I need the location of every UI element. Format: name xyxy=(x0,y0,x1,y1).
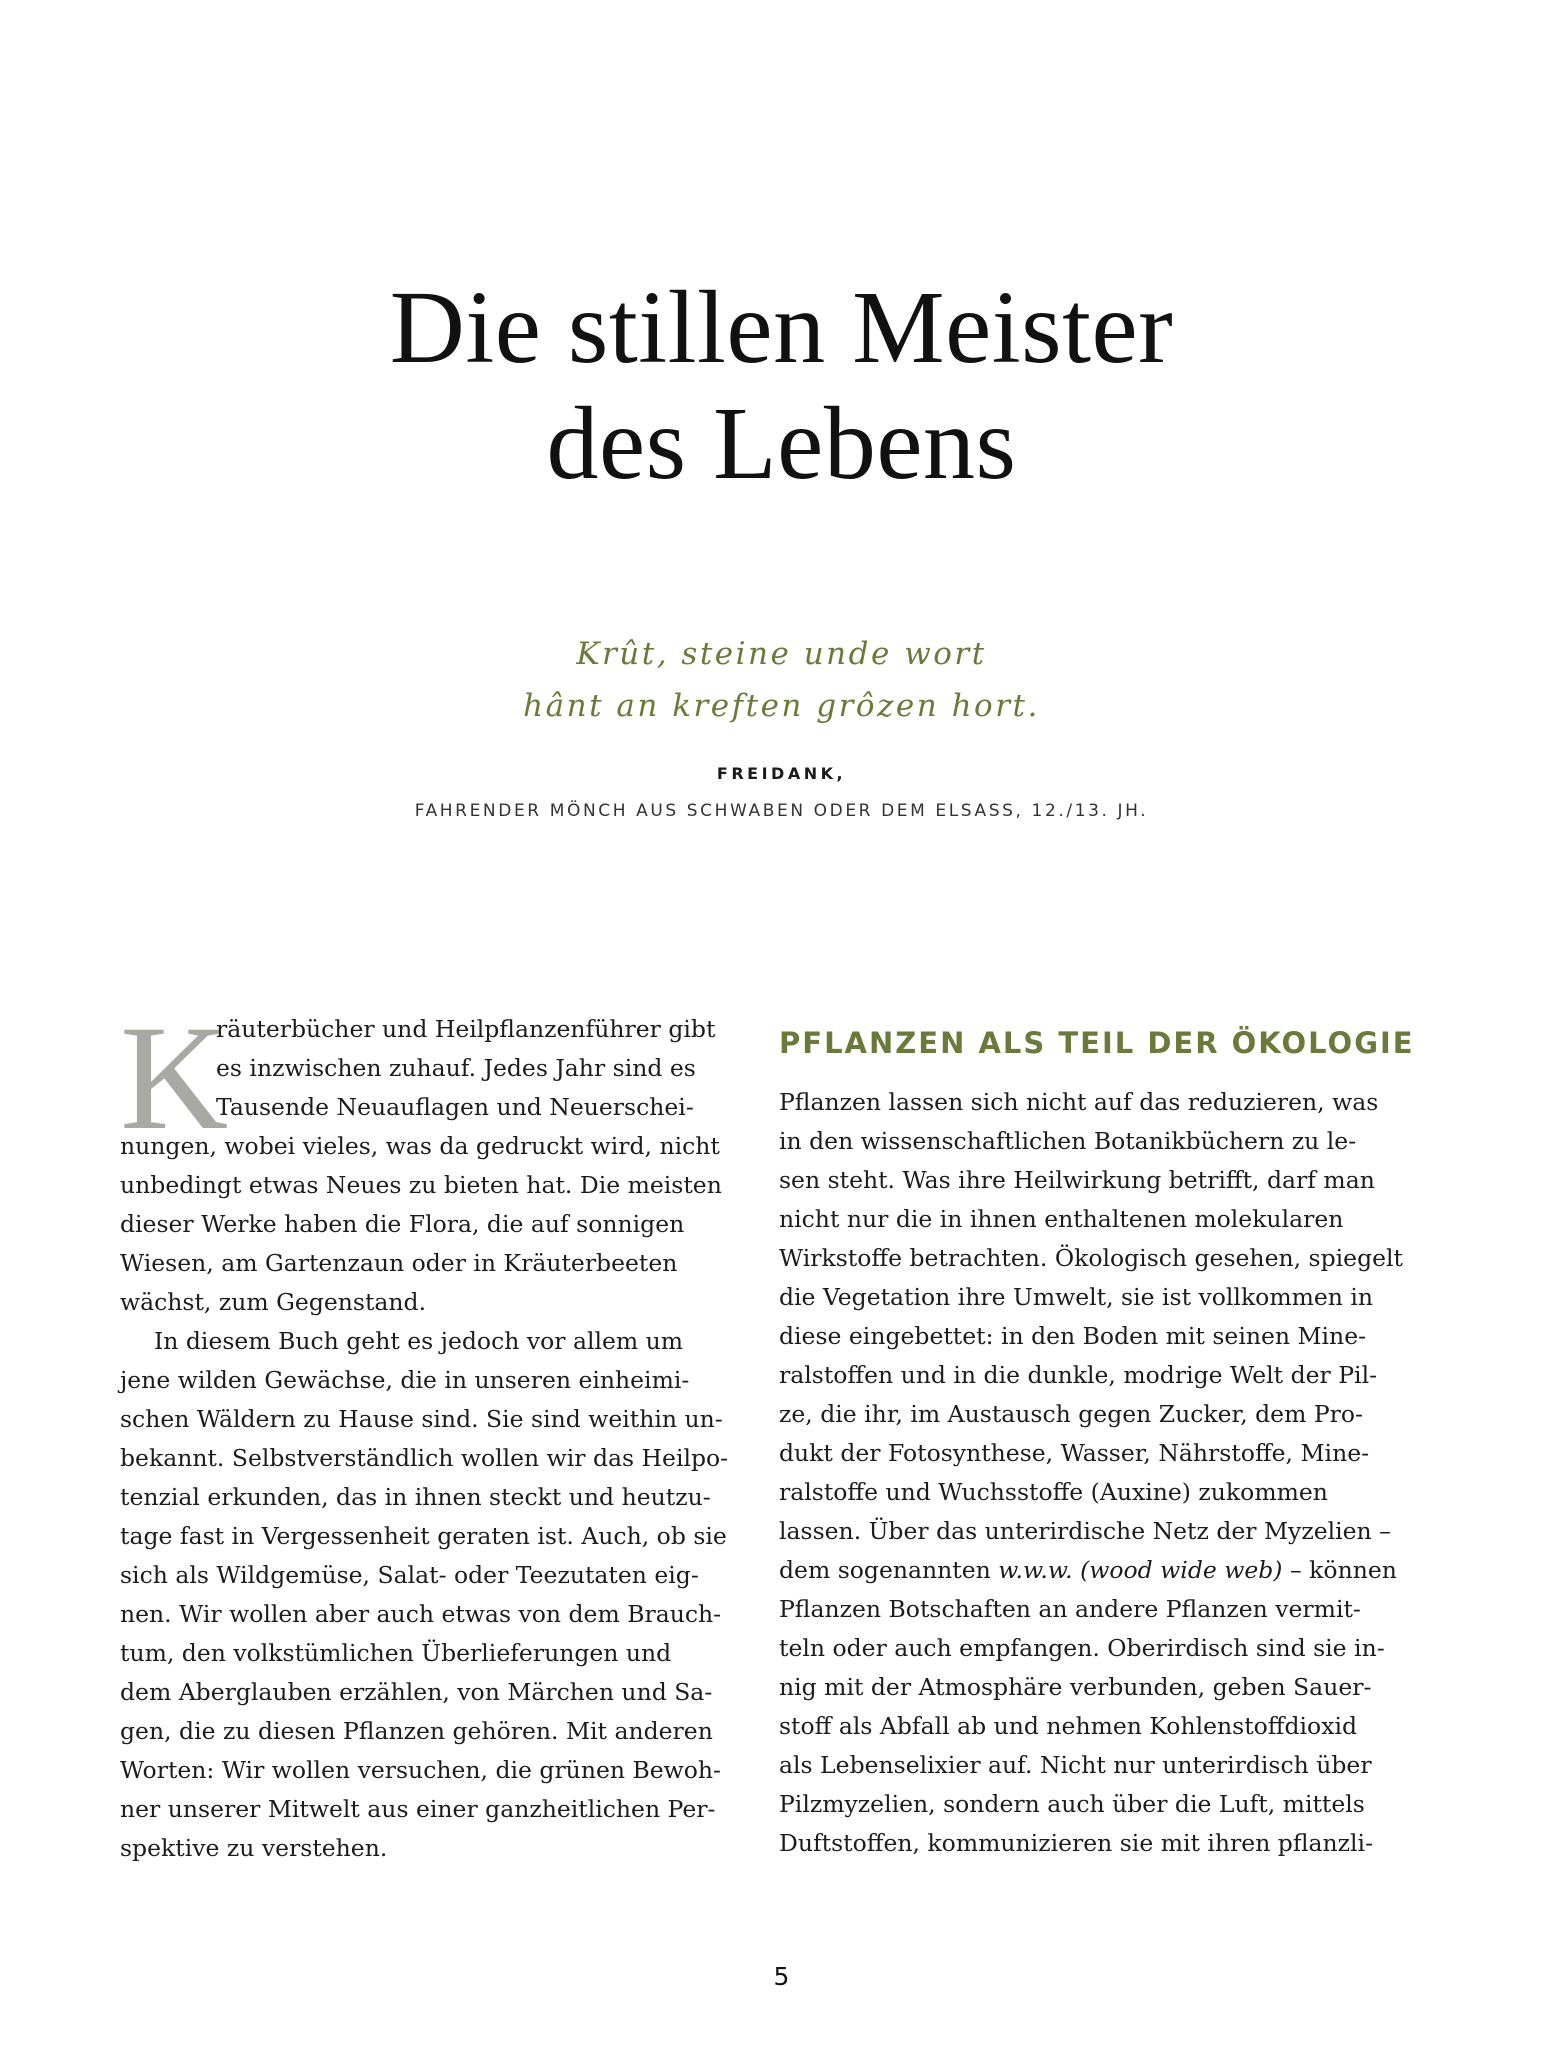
body-line: tenzial erkunden, das in ihnen steckt und heutzu- xyxy=(120,1483,711,1511)
page-number: 5 xyxy=(773,1962,790,1991)
body-line: es inzwischen zuhauf. Jedes Jahr sind es xyxy=(216,1054,696,1082)
italic-term: w.w.w. (wood wide web) xyxy=(998,1556,1283,1584)
body-line: sen steht. Was ihre Heilwirkung betrifft, darf man xyxy=(779,1166,1375,1194)
body-line: jene wilden Gewächse, die in unseren einheimi- xyxy=(120,1366,690,1394)
body-line: schen Wäldern zu Hause sind. Sie sind weithin un- xyxy=(120,1405,723,1433)
body-line: tage fast in Vergessenheit geraten ist. Auch, ob sie xyxy=(120,1522,727,1550)
body-line: teln oder auch empfangen. Oberirdisch sind sie in- xyxy=(779,1634,1385,1662)
body-line: tum, den volkstümlichen Überlieferungen und xyxy=(120,1639,672,1667)
body-line: in den wissenschaftlichen Botanikbüchern zu le- xyxy=(779,1127,1357,1155)
body-line: dem Aberglauben erzählen, von Märchen und Sa- xyxy=(120,1678,713,1706)
body-line: dukt der Fotosynthese, Wasser, Nährstoffe, Mine- xyxy=(779,1439,1370,1467)
body-line: dieser Werke haben die Flora, die auf sonnigen xyxy=(120,1210,685,1238)
body-line: Worten: Wir wollen versuchen, die grünen Bewoh- xyxy=(120,1756,721,1784)
attribution-description: FAHRENDER MÖNCH AUS SCHWABEN ODER DEM ELSASS, 12./13. JH. xyxy=(414,801,1149,821)
body-line: Duftstoffen, kommunizieren sie mit ihren pflanzli- xyxy=(779,1829,1374,1857)
line-text: – können xyxy=(1282,1556,1397,1584)
body-line: unbedingt etwas Neues zu bieten hat. Die meisten xyxy=(120,1171,722,1199)
body-line: ze, die ihr, im Austausch gegen Zucker, dem Pro- xyxy=(779,1400,1363,1428)
body-line: diese eingebettet: in den Boden mit seinen Mine- xyxy=(779,1322,1367,1350)
body-line: nig mit der Atmosphäre verbunden, geben Sauer- xyxy=(779,1673,1372,1701)
body-line: Tausende Neuauflagen und Neuerschei- xyxy=(216,1093,694,1121)
motto-quote xyxy=(0,628,1563,732)
body-line: stoff als Abfall ab und nehmen Kohlenstoffdioxid xyxy=(779,1712,1358,1740)
body-line: In diesem Buch geht es jedoch vor allem um xyxy=(154,1327,684,1355)
attribution-name: FREIDANK, xyxy=(716,764,847,783)
title-line-1: Die stillen Meister xyxy=(389,270,1174,385)
body-line: ralstoffe und Wuchsstoffe (Auxine) zukommen xyxy=(779,1478,1328,1506)
motto-line-1: Krût, steine unde wort xyxy=(576,636,987,672)
body-line: nicht nur die in ihnen enthaltenen molekularen xyxy=(779,1205,1344,1233)
body-line: ralstoffen und in die dunkle, modrige Welt der Pil- xyxy=(779,1361,1378,1389)
body-line: spektive zu verstehen. xyxy=(120,1834,388,1862)
body-line: Pflanzen lassen sich nicht auf das reduzieren, was xyxy=(779,1088,1379,1116)
title-line-2: des Lebens xyxy=(546,386,1017,501)
body-line: als Lebenselixier auf. Nicht nur unterirdisch über xyxy=(779,1751,1372,1779)
line-text: dem sogenannten xyxy=(779,1556,999,1584)
body-line: wächst, zum Gegenstand. xyxy=(120,1288,427,1316)
body-line: Pflanzen Botschaften an andere Pflanzen vermit- xyxy=(779,1595,1361,1623)
body-line: bekannt. Selbstverständlich wollen wir das Heilpo- xyxy=(120,1444,729,1472)
body-line: Pilzmyzelien, sondern auch über die Luft, mittels xyxy=(779,1790,1365,1818)
section-heading: PFLANZEN ALS TEIL DER ÖKOLOGIE xyxy=(779,1026,1415,1060)
body-line: Wirkstoffe betrachten. Ökologisch gesehen, spiegelt xyxy=(779,1244,1403,1272)
right-column xyxy=(779,1083,1403,1863)
body-line: ner unserer Mitwelt aus einer ganzheitlichen Per- xyxy=(120,1795,716,1823)
page-title xyxy=(0,270,1563,502)
body-line: Wiesen, am Gartenzaun oder in Kräuterbeeten xyxy=(120,1249,678,1277)
body-line-with-italic xyxy=(779,1551,1397,1590)
body-line: die Vegetation ihre Umwelt, sie ist vollkommen in xyxy=(779,1283,1374,1311)
left-column xyxy=(120,1010,729,1868)
body-line: nungen, wobei vieles, was da gedruckt wird, nicht xyxy=(120,1132,720,1160)
body-line: gen, die zu diesen Pflanzen gehören. Mit anderen xyxy=(120,1717,713,1745)
drop-cap: K xyxy=(120,995,229,1161)
body-line: nen. Wir wollen aber auch etwas von dem Brauch- xyxy=(120,1600,722,1628)
body-line: lassen. Über das unterirdische Netz der Myzelien – xyxy=(779,1517,1391,1545)
motto-line-2: hânt an kreften grôzen hort. xyxy=(523,688,1040,724)
body-line: räuterbücher und Heilpflanzenführer gibt xyxy=(216,1015,716,1043)
body-line: sich als Wildgemüse, Salat- oder Teezutaten eig- xyxy=(120,1561,699,1589)
